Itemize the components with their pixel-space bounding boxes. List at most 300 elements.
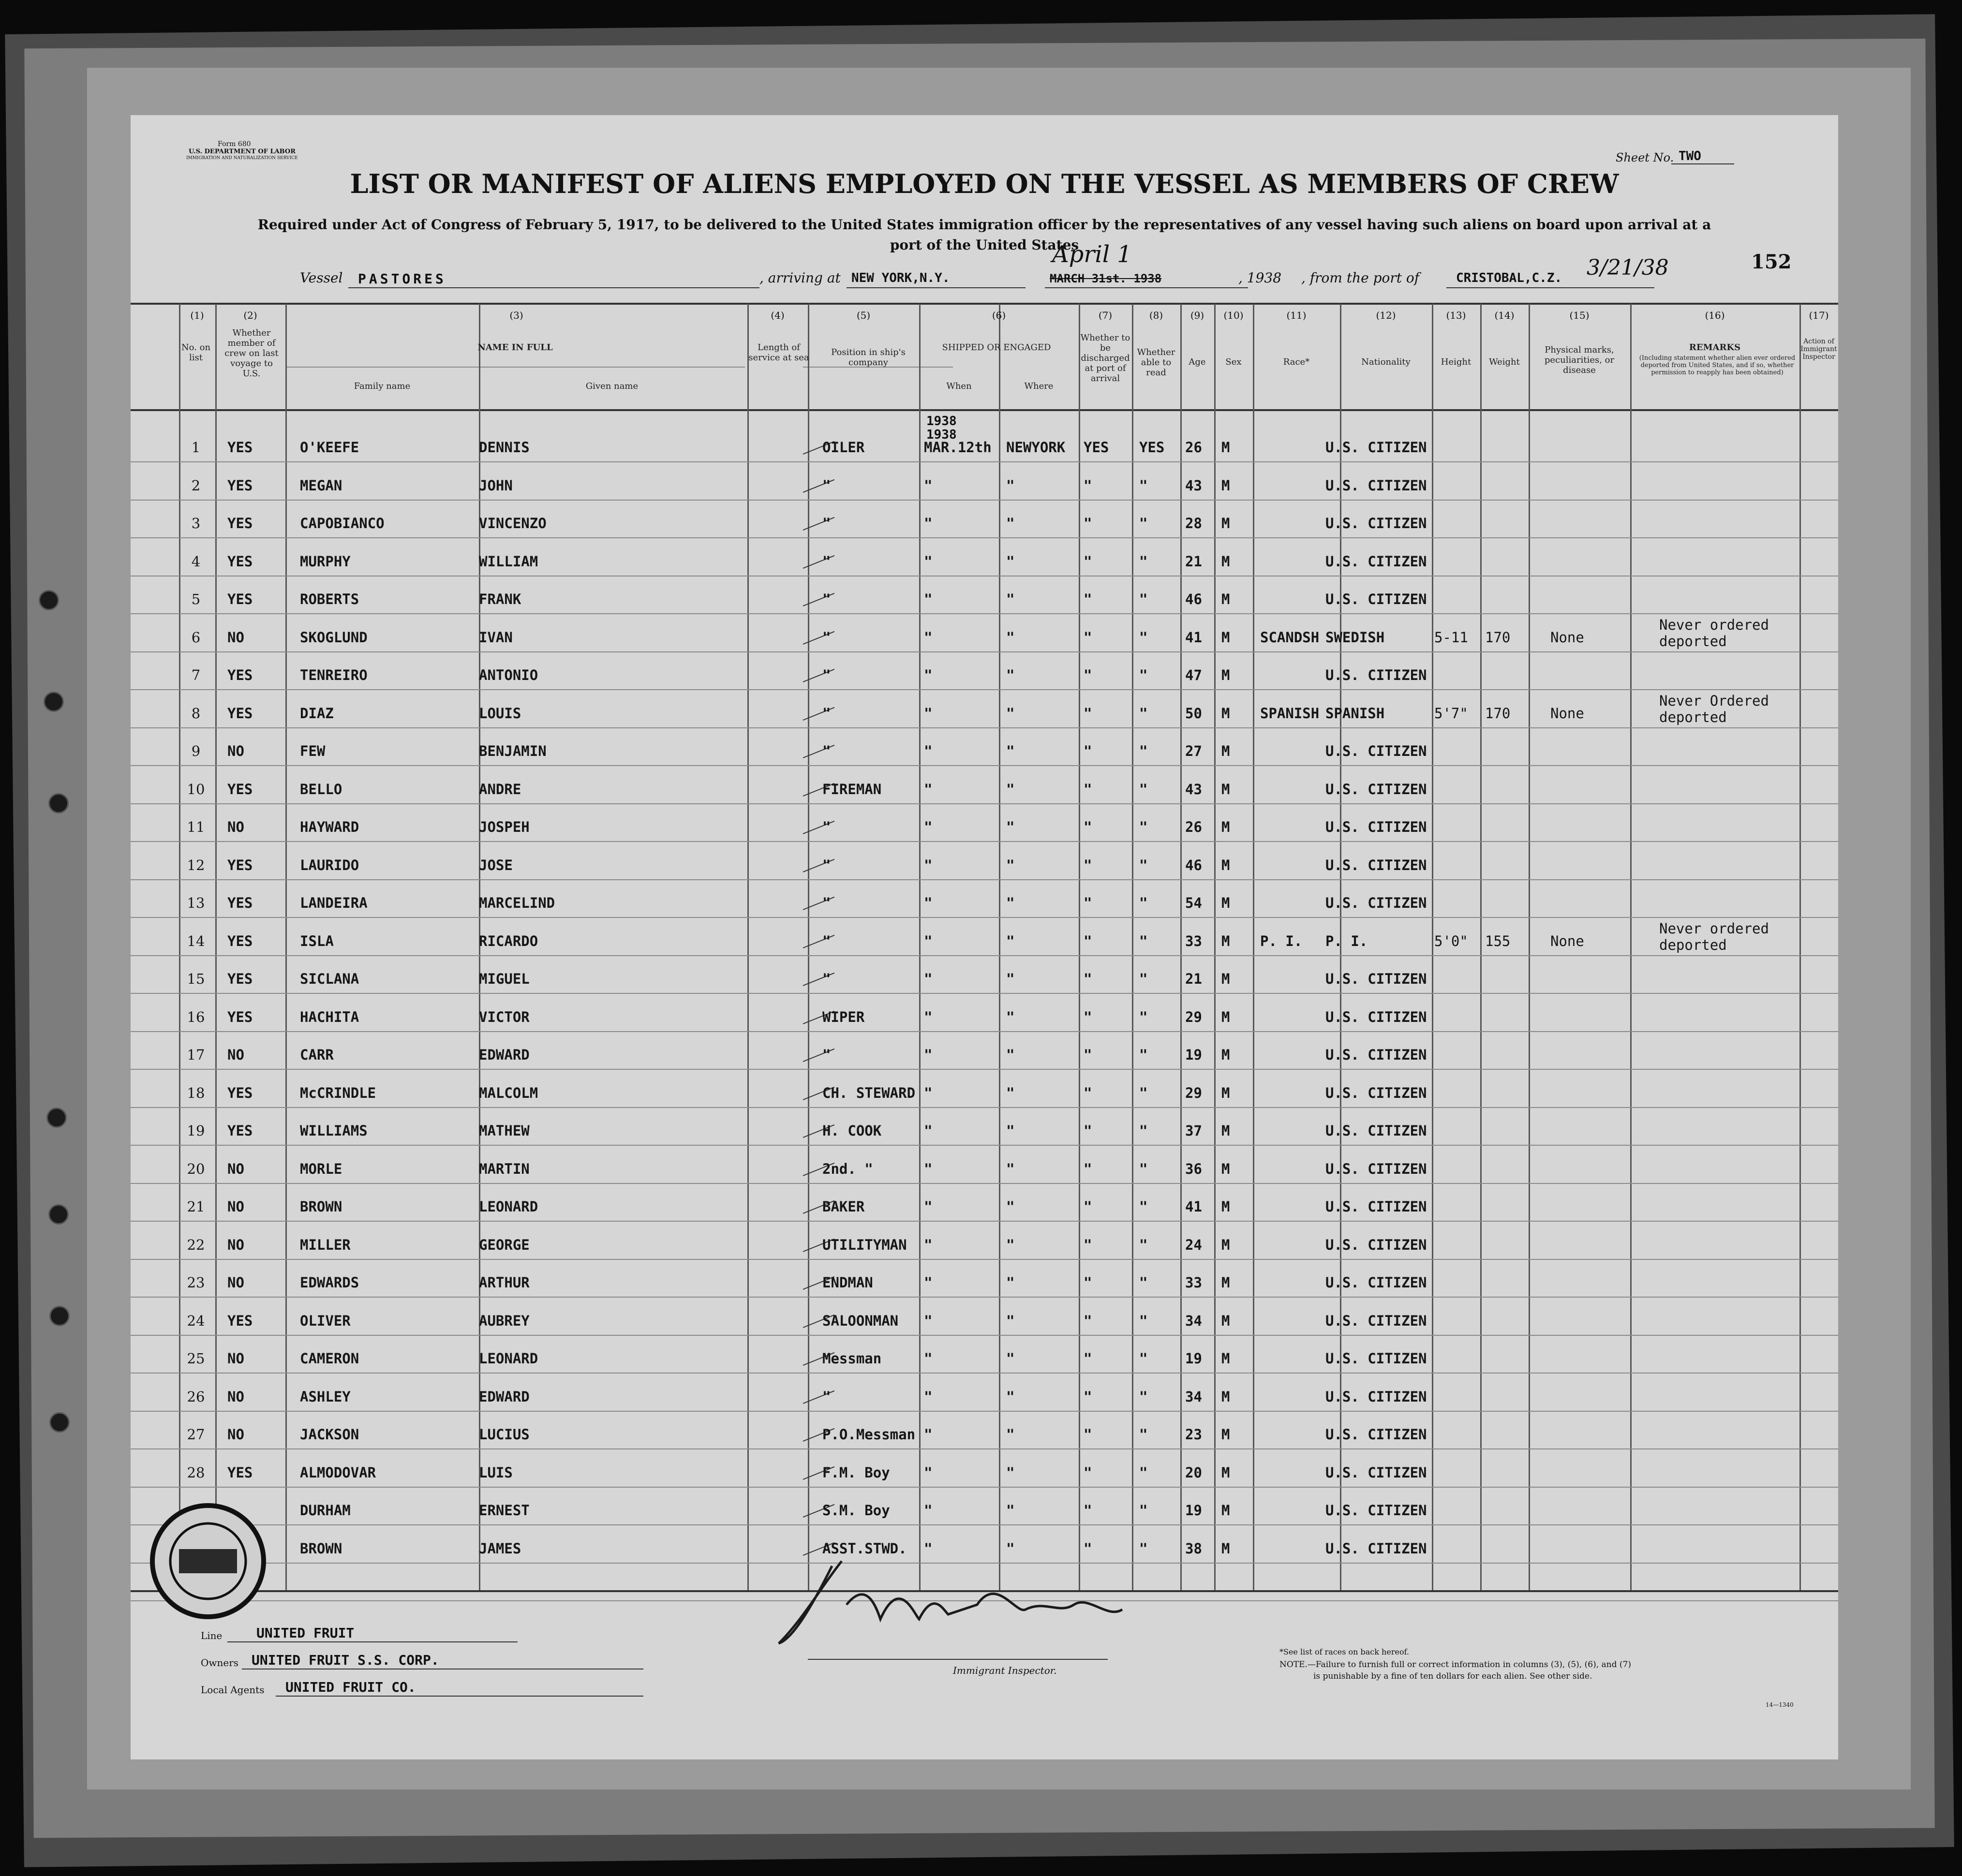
age: 19 — [1185, 1047, 1202, 1063]
age: 37 — [1185, 1123, 1202, 1139]
shipped-where: " — [1006, 781, 1015, 798]
age: 38 — [1185, 1540, 1202, 1557]
family-name: MORLE — [300, 1160, 342, 1177]
member-last-voyage: NO — [227, 1160, 244, 1177]
discharged: " — [1084, 1502, 1092, 1519]
shipped-when: MAR.12th — [924, 439, 992, 456]
department-label: U.S. DEPARTMENT OF LABOR — [189, 148, 296, 155]
line-underline — [227, 1641, 518, 1642]
shipped-when: " — [924, 743, 933, 759]
shipped-where: " — [1006, 1008, 1015, 1025]
position: 2nd. " — [822, 1160, 873, 1177]
year-printed: , 1938 — [1238, 270, 1282, 286]
shipped-where: " — [1006, 1502, 1015, 1519]
row-rule — [131, 1411, 1838, 1412]
able-to-read: " — [1139, 1047, 1148, 1063]
vessel-name: PASTORES — [358, 271, 446, 287]
position: " — [822, 971, 831, 987]
header-nationality: Nationality — [1361, 357, 1411, 367]
given-name: JAMES — [479, 1540, 521, 1557]
binder-hole — [49, 1306, 70, 1326]
header-member: Whether member of crew on last voyage to U.S. — [224, 328, 279, 379]
row-number: 23 — [187, 1274, 205, 1291]
inspector-label: Immigrant Inspector. — [953, 1665, 1057, 1676]
given-name: MATHEW — [479, 1123, 530, 1139]
able-to-read: " — [1139, 1160, 1148, 1177]
position: " — [822, 477, 831, 494]
position: SALOONMAN — [822, 1312, 899, 1329]
family-name: MURPHY — [300, 553, 351, 570]
shipped-when: " — [924, 971, 933, 987]
given-name: JOSPEH — [479, 819, 530, 835]
service-label: IMMIGRATION AND NATURALIZATION SERVICE — [186, 156, 298, 161]
discharged: " — [1084, 857, 1092, 873]
member-last-voyage: YES — [227, 1312, 253, 1329]
family-name: HAYWARD — [300, 819, 359, 835]
manifest-title: LIST OR MANIFEST OF ALIENS EMPLOYED ON THE VESSEL AS MEMBERS OF CREW — [350, 168, 1619, 199]
discharged: " — [1084, 591, 1092, 607]
shipped-where: " — [1006, 932, 1015, 949]
nationality: U.S. CITIZEN — [1325, 1198, 1427, 1215]
able-to-read: " — [1139, 591, 1148, 607]
able-to-read: " — [1139, 1008, 1148, 1025]
given-name: WILLIAM — [479, 553, 538, 570]
sex: M — [1221, 819, 1230, 835]
column-divider — [1180, 304, 1182, 1590]
discharged: " — [1084, 1464, 1092, 1481]
able-to-read: " — [1139, 1274, 1148, 1291]
row-rule — [131, 841, 1838, 842]
sex: M — [1221, 1198, 1230, 1215]
age: 46 — [1185, 591, 1202, 607]
able-to-read: " — [1139, 1388, 1148, 1405]
able-to-read: " — [1139, 819, 1148, 835]
shipped-where: " — [1006, 1540, 1015, 1557]
sex: M — [1221, 1160, 1230, 1177]
shipped-when: " — [924, 1274, 933, 1291]
able-to-read: " — [1139, 705, 1148, 722]
race: SPANISH — [1260, 705, 1320, 722]
sex: M — [1221, 1426, 1230, 1443]
able-to-read: " — [1139, 1426, 1148, 1443]
nationality: U.S. CITIZEN — [1325, 743, 1427, 759]
column-divider — [999, 304, 1000, 1590]
position: BAKER — [822, 1198, 865, 1215]
port-stamp — [145, 1498, 271, 1624]
sex: M — [1221, 1236, 1230, 1253]
shipped-when: " — [924, 629, 933, 646]
column-divider — [1214, 304, 1216, 1590]
row-number: 22 — [187, 1236, 205, 1253]
shipped-where: " — [1006, 1274, 1015, 1291]
row-rule — [131, 993, 1838, 994]
position: FIREMAN — [822, 781, 882, 798]
shipped-where: " — [1006, 1388, 1015, 1405]
position: " — [822, 1047, 831, 1063]
shipped-where: " — [1006, 515, 1015, 532]
sex: M — [1221, 1540, 1230, 1557]
agents-label: Local Agents — [201, 1684, 265, 1696]
member-last-voyage: YES — [227, 895, 253, 911]
height: 5-11 — [1434, 629, 1468, 646]
able-to-read: " — [1139, 1312, 1148, 1329]
column-number: (3) — [509, 310, 523, 321]
nationality: U.S. CITIZEN — [1325, 819, 1427, 835]
row-rule — [131, 613, 1838, 614]
sex: M — [1221, 895, 1230, 911]
shipped-when: " — [924, 1084, 933, 1101]
member-last-voyage: YES — [227, 1084, 253, 1101]
family-name: BROWN — [300, 1198, 342, 1215]
sex: M — [1221, 667, 1230, 683]
remarks: Never Ordered deported — [1659, 692, 1769, 725]
able-to-read: " — [1139, 667, 1148, 683]
column-divider — [1079, 304, 1080, 1590]
given-name: BENJAMIN — [479, 743, 547, 759]
row-number: 27 — [187, 1426, 205, 1443]
given-name: MIGUEL — [479, 971, 530, 987]
discharged: " — [1084, 553, 1092, 570]
sex: M — [1221, 705, 1230, 722]
position: " — [822, 553, 831, 570]
shipped-when: " — [924, 1008, 933, 1025]
row-number: 16 — [187, 1008, 205, 1025]
nationality: SWEDISH — [1325, 629, 1385, 646]
age: 54 — [1185, 895, 1202, 911]
given-name: DENNIS — [479, 439, 530, 456]
position: P.O.Messman — [822, 1426, 916, 1443]
age: 23 — [1185, 1426, 1202, 1443]
given-name: ERNEST — [479, 1502, 530, 1519]
binder-hole — [48, 1204, 69, 1225]
name-subheader-rule — [285, 367, 745, 368]
sex: M — [1221, 1312, 1230, 1329]
race: SCANDSH — [1260, 629, 1320, 646]
column-number: (9) — [1190, 310, 1204, 321]
given-name: AUBREY — [479, 1312, 530, 1329]
column-number: (8) — [1149, 310, 1163, 321]
discharged: " — [1084, 1388, 1092, 1405]
discharged: " — [1084, 705, 1092, 722]
discharged: " — [1084, 629, 1092, 646]
shipped-when: " — [924, 1388, 933, 1405]
arrival-date-struck: MARCH 31st. 1938 — [1050, 272, 1162, 285]
family-name: ALMODOVAR — [300, 1464, 376, 1481]
row-rule — [131, 1297, 1838, 1298]
column-number: (17) — [1809, 310, 1829, 321]
row-number: 5 — [191, 591, 201, 607]
weight: 155 — [1485, 932, 1511, 949]
row-number: 7 — [191, 667, 201, 683]
column-divider — [747, 304, 749, 1590]
year-note-2: 1938 — [926, 428, 957, 442]
sex: M — [1221, 781, 1230, 798]
member-last-voyage: YES — [227, 667, 253, 683]
shipped-when: " — [924, 515, 933, 532]
age: 28 — [1185, 515, 1202, 532]
row-rule — [131, 689, 1838, 690]
header-sex: Sex — [1225, 357, 1242, 367]
shipped-where: " — [1006, 1312, 1015, 1329]
shipped-when: " — [924, 1426, 933, 1443]
member-last-voyage: YES — [227, 439, 253, 456]
sex: M — [1221, 515, 1230, 532]
subtitle-line-2: port of the United States — [890, 237, 1079, 253]
sheet-underline — [1671, 163, 1734, 164]
row-rule — [131, 1259, 1838, 1260]
age: 43 — [1185, 477, 1202, 494]
sex: M — [1221, 971, 1230, 987]
nationality: U.S. CITIZEN — [1325, 1540, 1427, 1557]
family-name: MILLER — [300, 1236, 351, 1253]
position: H. COOK — [822, 1123, 882, 1139]
header-position: Position in ship's company — [831, 347, 906, 368]
given-name: LEONARD — [479, 1350, 538, 1367]
member-last-voyage: NO — [227, 743, 244, 759]
position: " — [822, 1388, 831, 1405]
family-name: TENREIRO — [300, 667, 368, 683]
row-number: 1 — [191, 439, 201, 456]
family-name: ISLA — [300, 932, 334, 949]
column-number: (13) — [1446, 310, 1466, 321]
inspector-signature — [774, 1547, 1142, 1668]
position: " — [822, 743, 831, 759]
given-name: RICARDO — [479, 932, 538, 949]
discharged: " — [1084, 819, 1092, 835]
discharged: " — [1084, 1047, 1092, 1063]
member-last-voyage: NO — [227, 1198, 244, 1215]
age: 29 — [1185, 1008, 1202, 1025]
sex: M — [1221, 857, 1230, 873]
given-name: ARTHUR — [479, 1274, 530, 1291]
able-to-read: " — [1139, 553, 1148, 570]
member-last-voyage: YES — [227, 591, 253, 607]
family-name: LAURIDO — [300, 857, 359, 873]
nationality: U.S. CITIZEN — [1325, 971, 1427, 987]
position: CH. STEWARD — [822, 1084, 916, 1101]
discharged: " — [1084, 1540, 1092, 1557]
header-where: Where — [1024, 381, 1054, 391]
column-divider — [1480, 304, 1482, 1590]
agents-underline — [276, 1696, 643, 1697]
row-number: 18 — [187, 1084, 205, 1101]
family-name: BROWN — [300, 1540, 342, 1557]
column-number: (6) — [992, 310, 1006, 321]
able-to-read: " — [1139, 1464, 1148, 1481]
header-family: Family name — [354, 381, 411, 391]
column-divider — [1432, 304, 1433, 1590]
shipped-when: " — [924, 1236, 933, 1253]
shipped-where: " — [1006, 1198, 1015, 1215]
position: " — [822, 629, 831, 646]
sex: M — [1221, 553, 1230, 570]
nationality: U.S. CITIZEN — [1325, 1464, 1427, 1481]
row-rule — [131, 879, 1838, 880]
able-to-read: " — [1139, 971, 1148, 987]
row-number: 2 — [191, 477, 201, 494]
shipped-where: " — [1006, 857, 1015, 873]
family-name: O'KEEFE — [300, 439, 359, 456]
family-name: HACHITA — [300, 1008, 359, 1025]
column-number: (16) — [1705, 310, 1725, 321]
position: F.M. Boy — [822, 1464, 890, 1481]
discharged: " — [1084, 971, 1092, 987]
shipped-when: " — [924, 1350, 933, 1367]
able-to-read: " — [1139, 895, 1148, 911]
owners-value: UNITED FRUIT S.S. CORP. — [252, 1652, 439, 1668]
remarks: Never ordered deported — [1659, 616, 1769, 650]
given-name: LEONARD — [479, 1198, 538, 1215]
age: 34 — [1185, 1388, 1202, 1405]
family-name: ROBERTS — [300, 591, 359, 607]
row-number: 21 — [187, 1198, 205, 1215]
date-underline — [1045, 287, 1248, 288]
header-read: Whether able to read — [1137, 347, 1175, 378]
arriving-port: NEW YORK,N.Y. — [851, 271, 950, 285]
family-name: McCRINDLE — [300, 1084, 376, 1101]
discharged: " — [1084, 1160, 1092, 1177]
able-to-read: " — [1139, 781, 1148, 798]
family-name: OLIVER — [300, 1312, 351, 1329]
age: 19 — [1185, 1350, 1202, 1367]
column-divider — [215, 304, 217, 1590]
row-rule — [131, 1448, 1838, 1449]
family-name: SICLANA — [300, 971, 359, 987]
nationality: U.S. CITIZEN — [1325, 1008, 1427, 1025]
column-divider — [919, 304, 921, 1590]
column-divider — [179, 304, 180, 1590]
age: 21 — [1185, 553, 1202, 570]
vessel-label: Vessel — [300, 270, 343, 286]
header-when: When — [946, 381, 972, 391]
height: 5'0" — [1434, 932, 1468, 949]
shipped-where: " — [1006, 1047, 1015, 1063]
header-remarks-note: (Including statement whether alien ever ordered deported from United States, and if so, whether permission to reapply has been obtained) — [1639, 355, 1796, 376]
row-rule — [131, 500, 1838, 501]
given-name: JOSE — [479, 857, 513, 873]
shipped-when: " — [924, 1502, 933, 1519]
given-name: MALCOLM — [479, 1084, 538, 1101]
position: WIPER — [822, 1008, 865, 1025]
able-to-read: " — [1139, 1236, 1148, 1253]
age: 50 — [1185, 705, 1202, 722]
shipped-where: " — [1006, 667, 1015, 683]
age: 41 — [1185, 1198, 1202, 1215]
from-underline — [1446, 287, 1654, 288]
given-name: LUCIUS — [479, 1426, 530, 1443]
column-divider — [808, 304, 809, 1590]
binder-hole — [39, 590, 59, 610]
age: 24 — [1185, 1236, 1202, 1253]
binder-hole — [48, 793, 69, 813]
binder-hole — [44, 692, 64, 712]
row-number: 9 — [191, 743, 201, 759]
nationality: U.S. CITIZEN — [1325, 1160, 1427, 1177]
column-divider — [1529, 304, 1530, 1590]
row-rule — [131, 955, 1838, 956]
member-last-voyage: YES — [227, 477, 253, 494]
header-height: Height — [1441, 357, 1472, 367]
row-number: 10 — [187, 781, 205, 798]
given-name: EDWARD — [479, 1388, 530, 1405]
shipped-where: " — [1006, 705, 1015, 722]
shipped-when: " — [924, 819, 933, 835]
nationality: U.S. CITIZEN — [1325, 553, 1427, 570]
nationality: U.S. CITIZEN — [1325, 667, 1427, 683]
age: 33 — [1185, 1274, 1202, 1291]
member-last-voyage: YES — [227, 553, 253, 570]
header-discharged: Whether to be discharged at port of arrival — [1080, 333, 1130, 384]
row-rule — [131, 1183, 1838, 1184]
sheet-value: TWO — [1679, 149, 1701, 163]
shipped-when: " — [924, 932, 933, 949]
row-rule — [131, 803, 1838, 804]
member-last-voyage: YES — [227, 971, 253, 987]
column-number: (11) — [1286, 310, 1307, 321]
shipped-when: " — [924, 553, 933, 570]
height: 5'7" — [1434, 705, 1468, 722]
family-name: DIAZ — [300, 705, 334, 722]
header-age: Age — [1189, 357, 1206, 367]
header-name: NAME IN FULL — [477, 342, 553, 353]
arriving-underline — [847, 287, 1026, 288]
member-last-voyage: YES — [227, 781, 253, 798]
sex: M — [1221, 1123, 1230, 1139]
row-rule — [131, 1145, 1838, 1146]
family-name: FEW — [300, 743, 326, 759]
sex: M — [1221, 1464, 1230, 1481]
age: 41 — [1185, 629, 1202, 646]
sex: M — [1221, 439, 1230, 456]
able-to-read: " — [1139, 1350, 1148, 1367]
physical-marks: None — [1550, 932, 1584, 949]
position: S.M. Boy — [822, 1502, 890, 1519]
given-name: ANTONIO — [479, 667, 538, 683]
able-to-read: " — [1139, 1198, 1148, 1215]
binder-hole — [46, 1108, 67, 1128]
position: " — [822, 667, 831, 683]
given-name: VINCENZO — [479, 515, 547, 532]
shipped-where: " — [1006, 895, 1015, 911]
given-name: ANDRE — [479, 781, 521, 798]
sex: M — [1221, 1350, 1230, 1367]
family-name: BELLO — [300, 781, 342, 798]
header-length: Length of service at sea — [748, 342, 809, 363]
column-divider — [1799, 304, 1801, 1590]
member-last-voyage: YES — [227, 515, 253, 532]
row-number: 26 — [187, 1388, 205, 1405]
page-number: 152 — [1751, 251, 1792, 273]
shipped-where: " — [1006, 743, 1015, 759]
age: 46 — [1185, 857, 1202, 873]
position: " — [822, 932, 831, 949]
row-number: 4 — [191, 553, 201, 570]
position: OILER — [822, 439, 865, 456]
shipped-where: " — [1006, 629, 1015, 646]
column-number: (7) — [1098, 310, 1113, 321]
line-value: UNITED FRUIT — [256, 1625, 355, 1641]
able-to-read: " — [1139, 477, 1148, 494]
nationality: U.S. CITIZEN — [1325, 515, 1427, 532]
discharged: YES — [1084, 439, 1109, 456]
header-physical: Physical marks, peculiarities, or disease — [1544, 345, 1615, 375]
discharged: " — [1084, 1008, 1092, 1025]
family-name: CARR — [300, 1047, 334, 1063]
header-race: Race* — [1283, 357, 1310, 367]
member-last-voyage: NO — [227, 1274, 244, 1291]
sheet-label: Sheet No. — [1616, 151, 1674, 164]
row-rule — [131, 537, 1838, 538]
